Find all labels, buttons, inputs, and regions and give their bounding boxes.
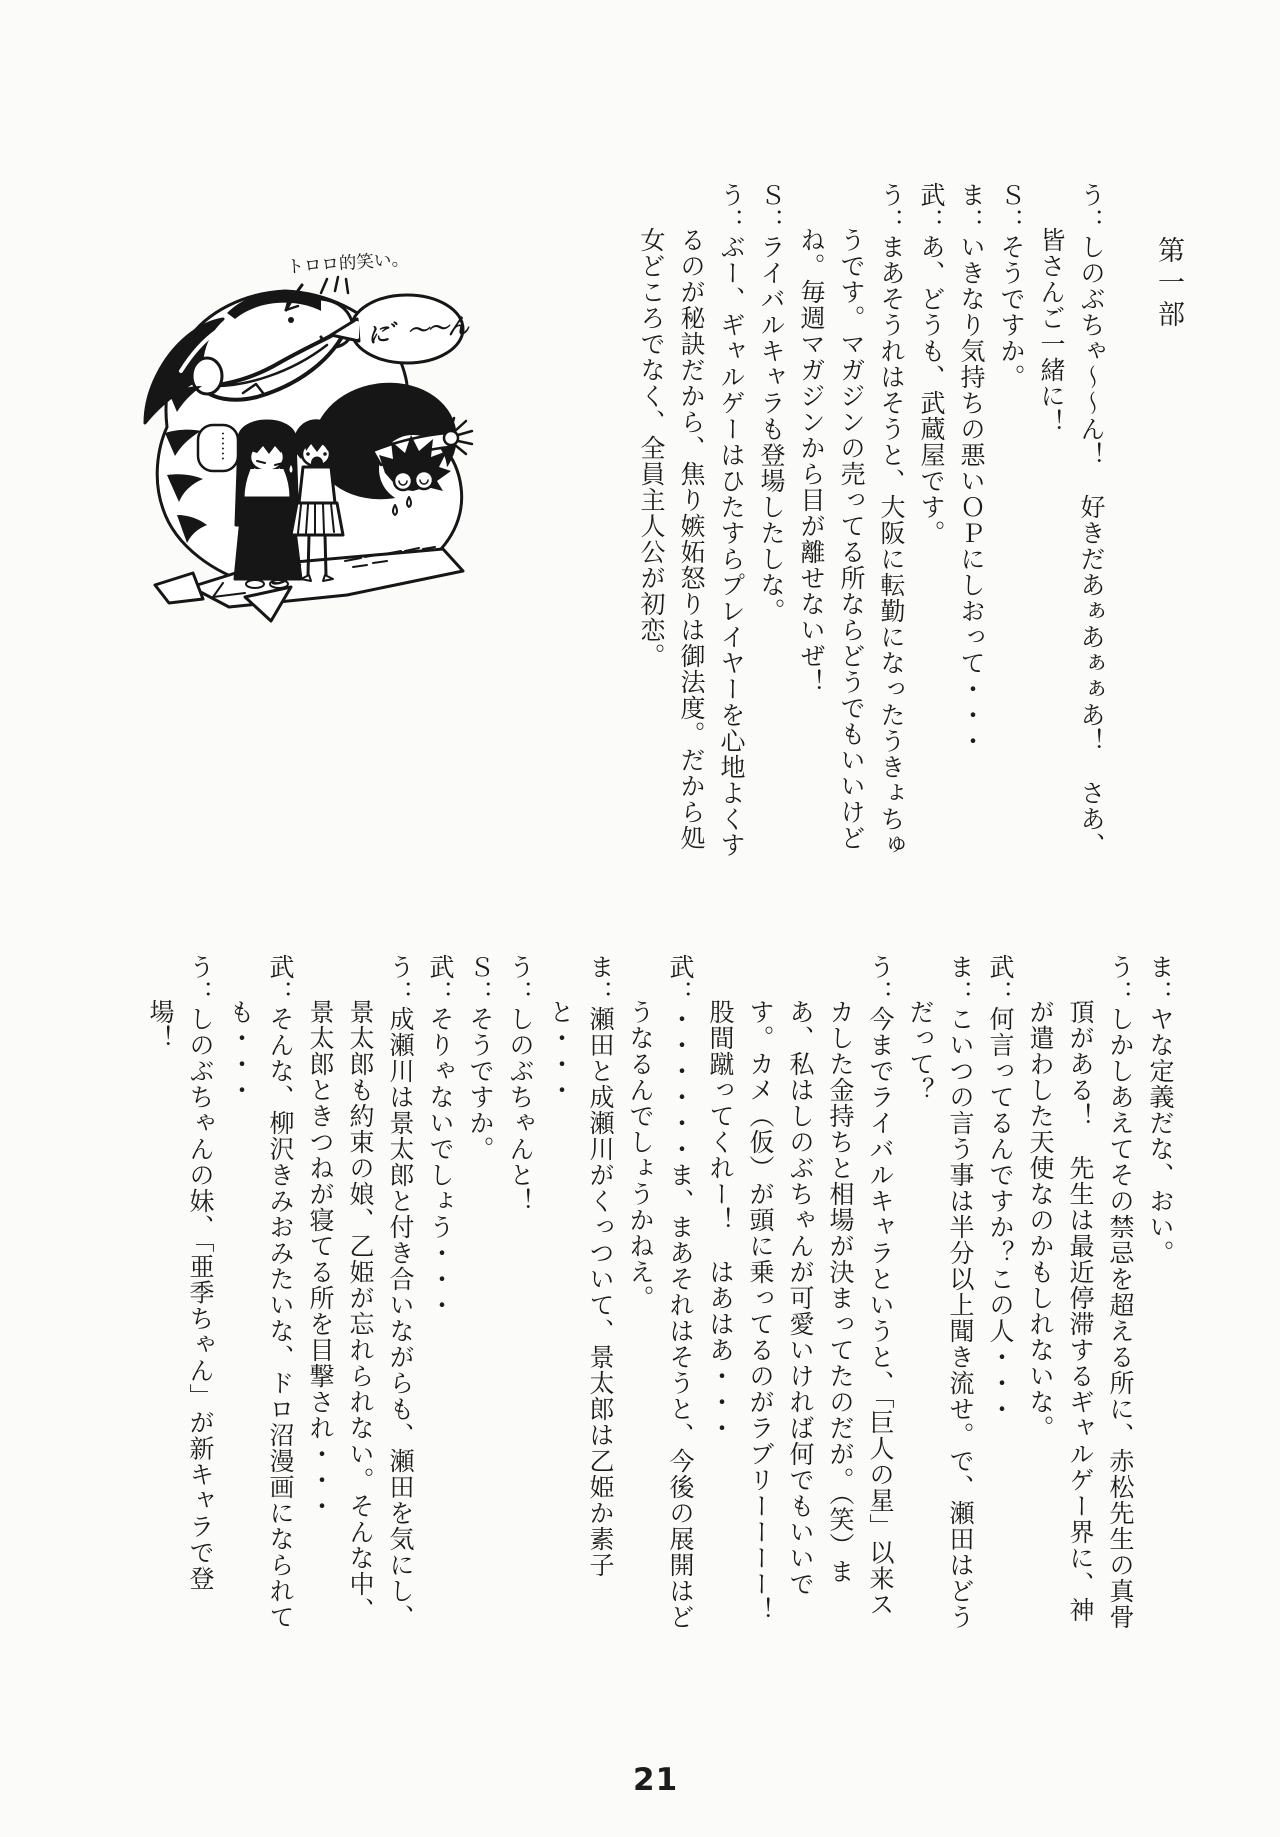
dialogue-line: 武：そりゃないでしょう・・・ xyxy=(426,954,455,1318)
dialogue-line: う：成瀬川は景太郎と付き合いながらも、瀬田を気にし、景太郎も約束の娘、乙姫が忘れられない。そんな中、景太郎ときつねが寝てる所を目撃され・・・ xyxy=(306,954,415,1630)
dialogue-block-top xyxy=(631,182,1111,862)
dialogue-line: Ｓ：そうですか。 xyxy=(466,954,495,1162)
dialogue-line: 武：そんな、柳沢きみおみたいな、ドロ沼漫画になられても・・・ xyxy=(226,954,295,1630)
page-number: 21 xyxy=(633,1762,679,1798)
dialogue-line: う：しかしあえてその禁忌を超える所に、赤松先生の真骨頂がある！ 先生は最近停滞するギャルゲー界に、神が遣わした天使なのかもしれないな。 xyxy=(1026,954,1135,1630)
dialogue-line: ま：こいつの言う事は半分以上聞き流せ。で、瀬田はどうだって？ xyxy=(906,954,975,1630)
hand xyxy=(444,431,458,445)
dialogue-line: Ｓ：そうですか。 xyxy=(997,182,1026,390)
dialogue-line: 武：何言ってるんですか？この人・・・ xyxy=(986,954,1015,1422)
girl-long-hair xyxy=(235,421,301,588)
shirt xyxy=(299,467,335,503)
creature-eye-dot xyxy=(288,317,294,323)
sweat-drop xyxy=(393,505,397,515)
dialogue-block-bottom xyxy=(140,954,1180,1649)
hair-bun xyxy=(327,428,343,444)
illustration xyxy=(95,235,480,625)
sweat-drop xyxy=(407,497,411,507)
foot xyxy=(246,580,264,588)
dialogue-line: Ｓ：ライバルキャラも登場したしな。 xyxy=(757,182,786,624)
thought-bubble xyxy=(198,425,238,471)
dialogue-line: う：しのぶちゃ～～ん！ 好きだあぁあぁぁあ！ さあ、皆さんご一緒に！ xyxy=(1037,182,1106,858)
dialogue-line: う：今までライバルキャラというと、「巨人の星」以来スカした金持ちと相場が決まってたのだが。（笑）まあ、私はしのぶちゃんが可愛いければ何でもいいです。カメ（仮）が頭に乗ってるのがラブリーーーー！ 股間蹴ってくれー！ はあはあ・・・ xyxy=(706,954,895,1649)
illustration-caption: トロロ的笑い。 xyxy=(285,249,410,278)
sweat-drop xyxy=(289,463,294,474)
bubble-text: に゛～～ん xyxy=(366,313,469,350)
dialogue-line: 武：あ、どうも、武蔵屋です。 xyxy=(917,182,946,546)
dialogue-line: ま：瀬田と成瀬川がくっついて、景太郎は乙姫か素子と・・・ xyxy=(546,954,615,1578)
part-heading: 第一部 xyxy=(1153,236,1184,332)
glasses-lens xyxy=(394,472,412,490)
dialogue-line: う：しのぶちゃんの妹、「亜季ちゃん」が新キャラで登場！ xyxy=(146,954,215,1592)
thought-dots: …… xyxy=(218,431,236,461)
dialogue-line: 武：・・・・・・ま、まあそれはそうと、今後の展開はどうなるんでしょうかねえ。 xyxy=(626,954,695,1630)
dialogue-line: ま：いきなり気持ちの悪いＯＰにしおって・・・ xyxy=(957,182,986,754)
dialogue-line: う：しのぶちゃんと！ xyxy=(506,954,535,1214)
cartoon-illustration xyxy=(95,235,480,625)
dialogue-line: う：まあそうれはそうと、大阪に転勤になったうきょちゅうです。マガジンの売ってる所ならどうでもいいけどね。毎週マガジンから目が離せないぜ！ xyxy=(797,182,906,858)
hakama xyxy=(235,498,301,579)
dialogue-line: う：ぶー、ギャルゲーはひたすらプレイヤーを心地よくするのが秘訣だから、焦り嫉妬怒りは御法度。だから処女どころでなく、全員主人公が初恋。 xyxy=(637,182,746,858)
dialogue-line: ま：ヤな定義だな、おい。 xyxy=(1146,954,1175,1266)
emphasis-dashes xyxy=(321,277,348,293)
glasses-lens xyxy=(415,471,433,489)
kimono-top xyxy=(243,469,291,498)
